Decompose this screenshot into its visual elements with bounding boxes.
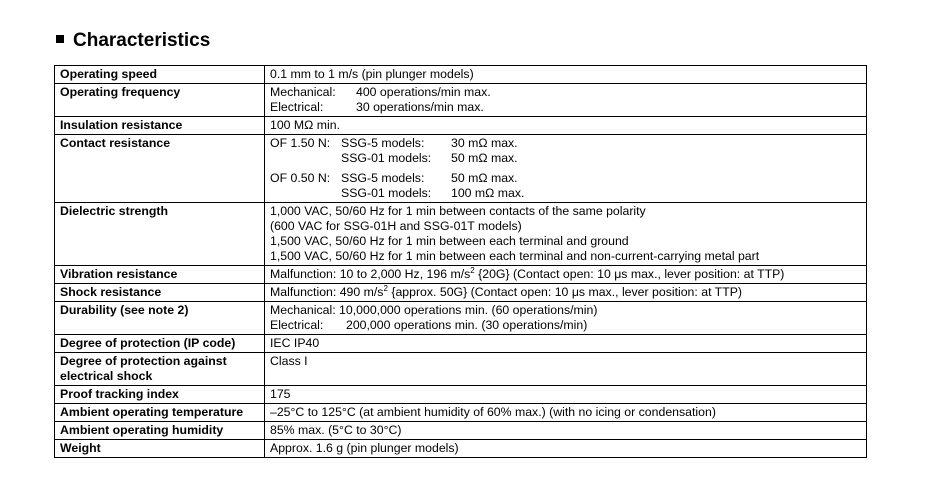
of150-ssg5-key: SSG-5 models:	[341, 136, 425, 150]
row-value: IEC IP40	[265, 335, 867, 353]
table-row	[55, 203, 867, 266]
table-row	[55, 284, 867, 302]
dielectric-line-2: (600 VAC for SSG-01H and SSG-01T models)	[270, 219, 522, 233]
electrical-key: Electrical:	[270, 100, 324, 114]
table-row	[55, 266, 867, 284]
electrical-value: 30 operations/min max.	[356, 100, 484, 114]
vibration-value-post: {20G} (Contact open: 10 μs max., lever position: at TTP)	[474, 267, 785, 281]
bullet-square-icon	[56, 35, 64, 43]
row-label: Vibration resistance	[55, 266, 265, 284]
row-label: Contact resistance	[55, 135, 265, 203]
shock-value-pre: Malfunction: 490 m/s	[270, 285, 384, 299]
characteristics-table	[54, 65, 867, 458]
row-value: Class I	[265, 353, 867, 386]
table-row	[55, 117, 867, 135]
row-value	[265, 203, 867, 266]
vibration-value-sup: 2	[470, 266, 475, 275]
table-row	[55, 135, 867, 203]
of050-ssg5-value: 50 mΩ max.	[451, 171, 518, 185]
row-value: –25°C to 125°C (at ambient humidity of 60% max.) (with no icing or condensation)	[265, 404, 867, 422]
of150-ssg01-key: SSG-01 models:	[341, 151, 432, 165]
shock-value-sup: 2	[383, 284, 388, 293]
table-row	[55, 386, 867, 404]
of150-ssg5-value: 30 mΩ max.	[451, 136, 518, 150]
row-value	[265, 266, 867, 284]
table-row	[55, 422, 867, 440]
row-label: Degree of protection against electrical shock	[55, 353, 265, 386]
dielectric-line-1: 1,000 VAC, 50/60 Hz for 1 min between contacts of the same polarity	[270, 204, 646, 218]
section-heading	[56, 30, 210, 52]
row-value: 100 MΩ min.	[265, 117, 867, 135]
row-value: 85% max. (5°C to 30°C)	[265, 422, 867, 440]
of050-ssg01-key: SSG-01 models:	[341, 186, 432, 200]
table-row	[55, 302, 867, 335]
of050-ssg5-key: SSG-5 models:	[341, 171, 425, 185]
section-title: Characteristics	[73, 30, 211, 51]
row-value	[265, 302, 867, 335]
of150-ssg01-value: 50 mΩ max.	[451, 151, 518, 165]
mechanical-value: 400 operations/min max.	[356, 85, 491, 99]
table-row	[55, 66, 867, 84]
row-label: Weight	[55, 440, 265, 458]
of150-key: OF 1.50 N:	[270, 136, 331, 150]
row-value: Approx. 1.6 g (pin plunger models)	[265, 440, 867, 458]
table-row	[55, 335, 867, 353]
table-row	[55, 404, 867, 422]
row-label: Operating speed	[55, 66, 265, 84]
row-label: Dielectric strength	[55, 203, 265, 266]
table-row	[55, 84, 867, 117]
row-label: Operating frequency	[55, 84, 265, 117]
dielectric-line-4: 1,500 VAC, 50/60 Hz for 1 min between each terminal and non-current-carrying metal part	[270, 249, 760, 263]
of050-key: OF 0.50 N:	[270, 171, 331, 185]
durability-electrical-value: 200,000 operations min. (30 operations/min)	[346, 318, 588, 332]
row-label: Proof tracking index	[55, 386, 265, 404]
dielectric-line-3: 1,500 VAC, 50/60 Hz for 1 min between each terminal and ground	[270, 234, 629, 248]
row-value	[265, 135, 867, 203]
row-label: Degree of protection (IP code)	[55, 335, 265, 353]
row-label: Ambient operating temperature	[55, 404, 265, 422]
shock-value-post: {approx. 50G} (Contact open: 10 μs max., lever position: at TTP)	[387, 285, 743, 299]
durability-electrical-key: Electrical:	[270, 318, 324, 332]
row-value	[265, 84, 867, 117]
table-row	[55, 353, 867, 386]
mechanical-key: Mechanical:	[270, 85, 336, 99]
of050-ssg01-value: 100 mΩ max.	[451, 186, 525, 200]
table-row	[55, 440, 867, 458]
durability-mechanical-key: Mechanical:	[270, 303, 336, 317]
vibration-value-pre: Malfunction: 10 to 2,000 Hz, 196 m/s	[270, 267, 471, 281]
row-value	[265, 284, 867, 302]
row-label: Insulation resistance	[55, 117, 265, 135]
row-value: 0.1 mm to 1 m/s (pin plunger models)	[265, 66, 867, 84]
durability-mechanical-value: 10,000,000 operations min. (60 operations/min)	[339, 303, 598, 317]
row-value: 175	[265, 386, 867, 404]
row-label: Shock resistance	[55, 284, 265, 302]
row-label: Ambient operating humidity	[55, 422, 265, 440]
row-label: Durability (see note 2)	[55, 302, 265, 335]
